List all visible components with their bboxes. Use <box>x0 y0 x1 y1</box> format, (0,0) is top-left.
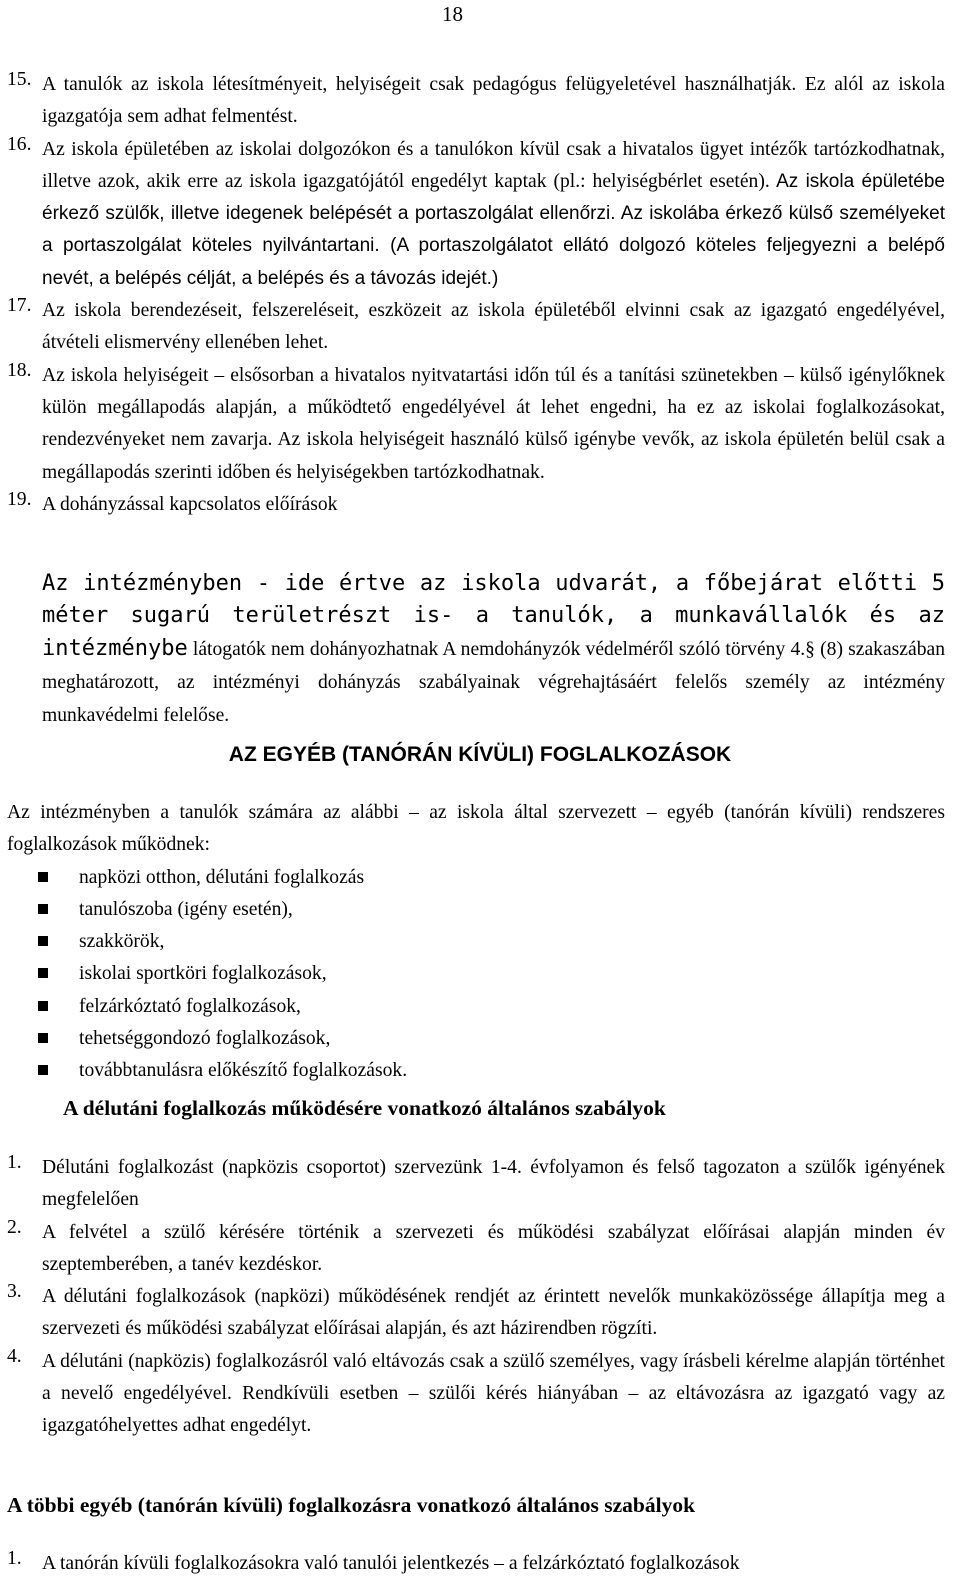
item-number: 16. <box>7 133 32 155</box>
item-number: 2. <box>7 1216 22 1238</box>
other-list <box>7 1548 945 1580</box>
rule-item-19 <box>7 489 945 521</box>
rule-item-17 <box>7 295 945 360</box>
smoking-paragraph <box>42 568 945 732</box>
section-heading-extra: AZ EGYÉB (TANÓRÁN KÍVÜLI) FOGLALKOZÁSOK <box>228 743 732 766</box>
bullet-square-icon <box>38 872 48 882</box>
item-text: A tanulók az iskola létesítményeit, helyiségeit csak pedagógus felügyeletével használhatják. Ez alól az iskola igazgatója sem adhat felmentést. <box>42 74 945 128</box>
item-number: 1. <box>7 1152 22 1173</box>
rule-item-18 <box>7 360 945 489</box>
afternoon-item-4 <box>7 1346 945 1443</box>
item-text: A felvétel a szülő kérésére történik a szervezeti és működési szabályzat előírásai alapján minden év szeptemberében, a tanév kezdéskor. <box>42 1221 945 1275</box>
item-number: 17. <box>7 295 32 317</box>
bullet-square-icon <box>38 1033 48 1043</box>
rule-item-16 <box>7 134 945 295</box>
afternoon-item-2 <box>7 1217 945 1282</box>
item-number: 18. <box>7 359 32 381</box>
item-number: 4. <box>7 1345 22 1367</box>
item-text-part-1: Az iskola épületében az iskolai dolgozókon és a tanulókon kívül csak a hivatalos ügyet intézők tartózkodhatnak, illetve azok, akik erre az iskola igazgatójától engedélyt kaptak (pl.: helyiségbérlet esetén). <box>42 138 945 192</box>
afternoon-list <box>7 1152 945 1443</box>
rules-list <box>7 69 945 521</box>
item-number: 3. <box>7 1281 22 1303</box>
bullet-item: tehetséggondozó foglalkozások, <box>7 1023 945 1055</box>
bullet-item: szakkörök, <box>7 926 945 958</box>
bullet-item: továbbtanulásra előkészítő foglalkozások. <box>7 1055 945 1087</box>
item-text: Az iskola berendezéseit, felszereléseit, eszközeit az iskola épületéből elvinni csak az igazgató engedélyével, átvételi elismervény ellenében lehet. <box>42 300 945 354</box>
item-text-part-2: Az iskola épületébe érkező szülők, illetve idegenek belépését a portaszolgálat ellenőrzi. Az iskolába érkező külső személyeket a portaszolgálat köteles nyilvántartani. (A portaszolgálatot ellátó dolgozó köteles feljegyezni a belépő nevét, a belépés célját, a belépés és a távozás idejét.) <box>42 170 945 289</box>
item-text: A tanórán kívüli foglalkozásokra való tanulói jelentkezés – a felzárkóztató foglalkozások <box>42 1553 740 1574</box>
item-number: 19. <box>7 488 32 510</box>
item-text: Délutáni foglalkozást (napközis csoportot) szervezünk 1-4. évfolyamon és felső tagozaton a szülők igényének megfelelően <box>42 1157 945 1211</box>
extra-section <box>7 797 945 1088</box>
page-number: 18 <box>442 2 463 26</box>
bullet-square-icon <box>38 936 48 946</box>
extra-intro: Az intézményben a tanulók számára az alábbi – az iskola által szervezett – egyéb (tanórán kívüli) rendszeres foglalkozások működnek: <box>7 802 945 856</box>
bullet-square-icon <box>38 904 48 914</box>
section-heading-afternoon: A délutáni foglalkozás működésére vonatkozó általános szabályok <box>63 1096 666 1120</box>
bullet-square-icon <box>38 1065 48 1075</box>
item-text: A dohányzással kapcsolatos előírások <box>42 493 338 515</box>
smoking-text-mono: Az intézményben - ide értve az iskola udvarát, a főbejárat előtti 5 méter sugarú területrészt is- a tanulók, a munkavállalók és az intézménybe <box>42 571 945 661</box>
bullet-item: iskolai sportköri foglalkozások, <box>7 958 945 990</box>
item-text <box>42 134 945 295</box>
item-number: 15. <box>7 69 32 90</box>
item-text: Az iskola helyiségeit – elsősorban a hivatalos nyitvatartási időn túl és a tanítási szünetekben – külső igénylőknek külön megállapodás alapján, a működtető engedélyével át lehet engedni, ha ez az iskolai foglalkozásokat, rendezvényeket nem zavarja. Az iskola helyiségeit használó külső igénybe vevők, az iskola épületén belül csak a megállapodás szerinti időben és helyiségekben tartózkodhatnak. <box>42 364 945 483</box>
section-heading-other: A többi egyéb (tanórán kívüli) foglalkozásra vonatkozó általános szabályok <box>7 1493 696 1517</box>
bullet-item: tanulószoba (igény esetén), <box>7 894 945 926</box>
bullet-item: felzárkóztató foglalkozások, <box>7 991 945 1023</box>
other-item-1 <box>7 1548 945 1580</box>
smoking-text-serif: látogatók nem dohányozhatnak A nemdohányzók védelméről szóló törvény 4.§ (8) szakaszában meghatározott, az intézményi dohányzás szabályainak végrehajtásáért felelős személy az intézmény munkavédelmi felelőse. <box>42 638 945 727</box>
bullet-item: napközi otthon, délutáni foglalkozás <box>7 862 945 894</box>
afternoon-item-3 <box>7 1281 945 1346</box>
bullet-square-icon <box>38 1001 48 1011</box>
item-text: A délutáni (napközis) foglalkozásról való eltávozás csak a szülő személyes, vagy írásbeli kérelme alapján történhet a nevelő engedélyével. Rendkívüli esetben – szülői kérés hiányában – az eltávozásra az igazgató vagy az igazgatóhelyettes adhat engedélyt. <box>42 1350 945 1437</box>
afternoon-item-1 <box>7 1152 945 1217</box>
extra-bullet-list <box>7 862 945 1088</box>
item-number: 1. <box>7 1548 22 1569</box>
rule-item-15 <box>7 69 945 134</box>
bullet-square-icon <box>38 968 48 978</box>
item-text: A délutáni foglalkozások (napközi) működésének rendjét az érintett nevelők munkaközössége állapítja meg a szervezeti és működési szabályzat előírásai alapján, és azt házirendben rögzíti. <box>42 1286 945 1340</box>
